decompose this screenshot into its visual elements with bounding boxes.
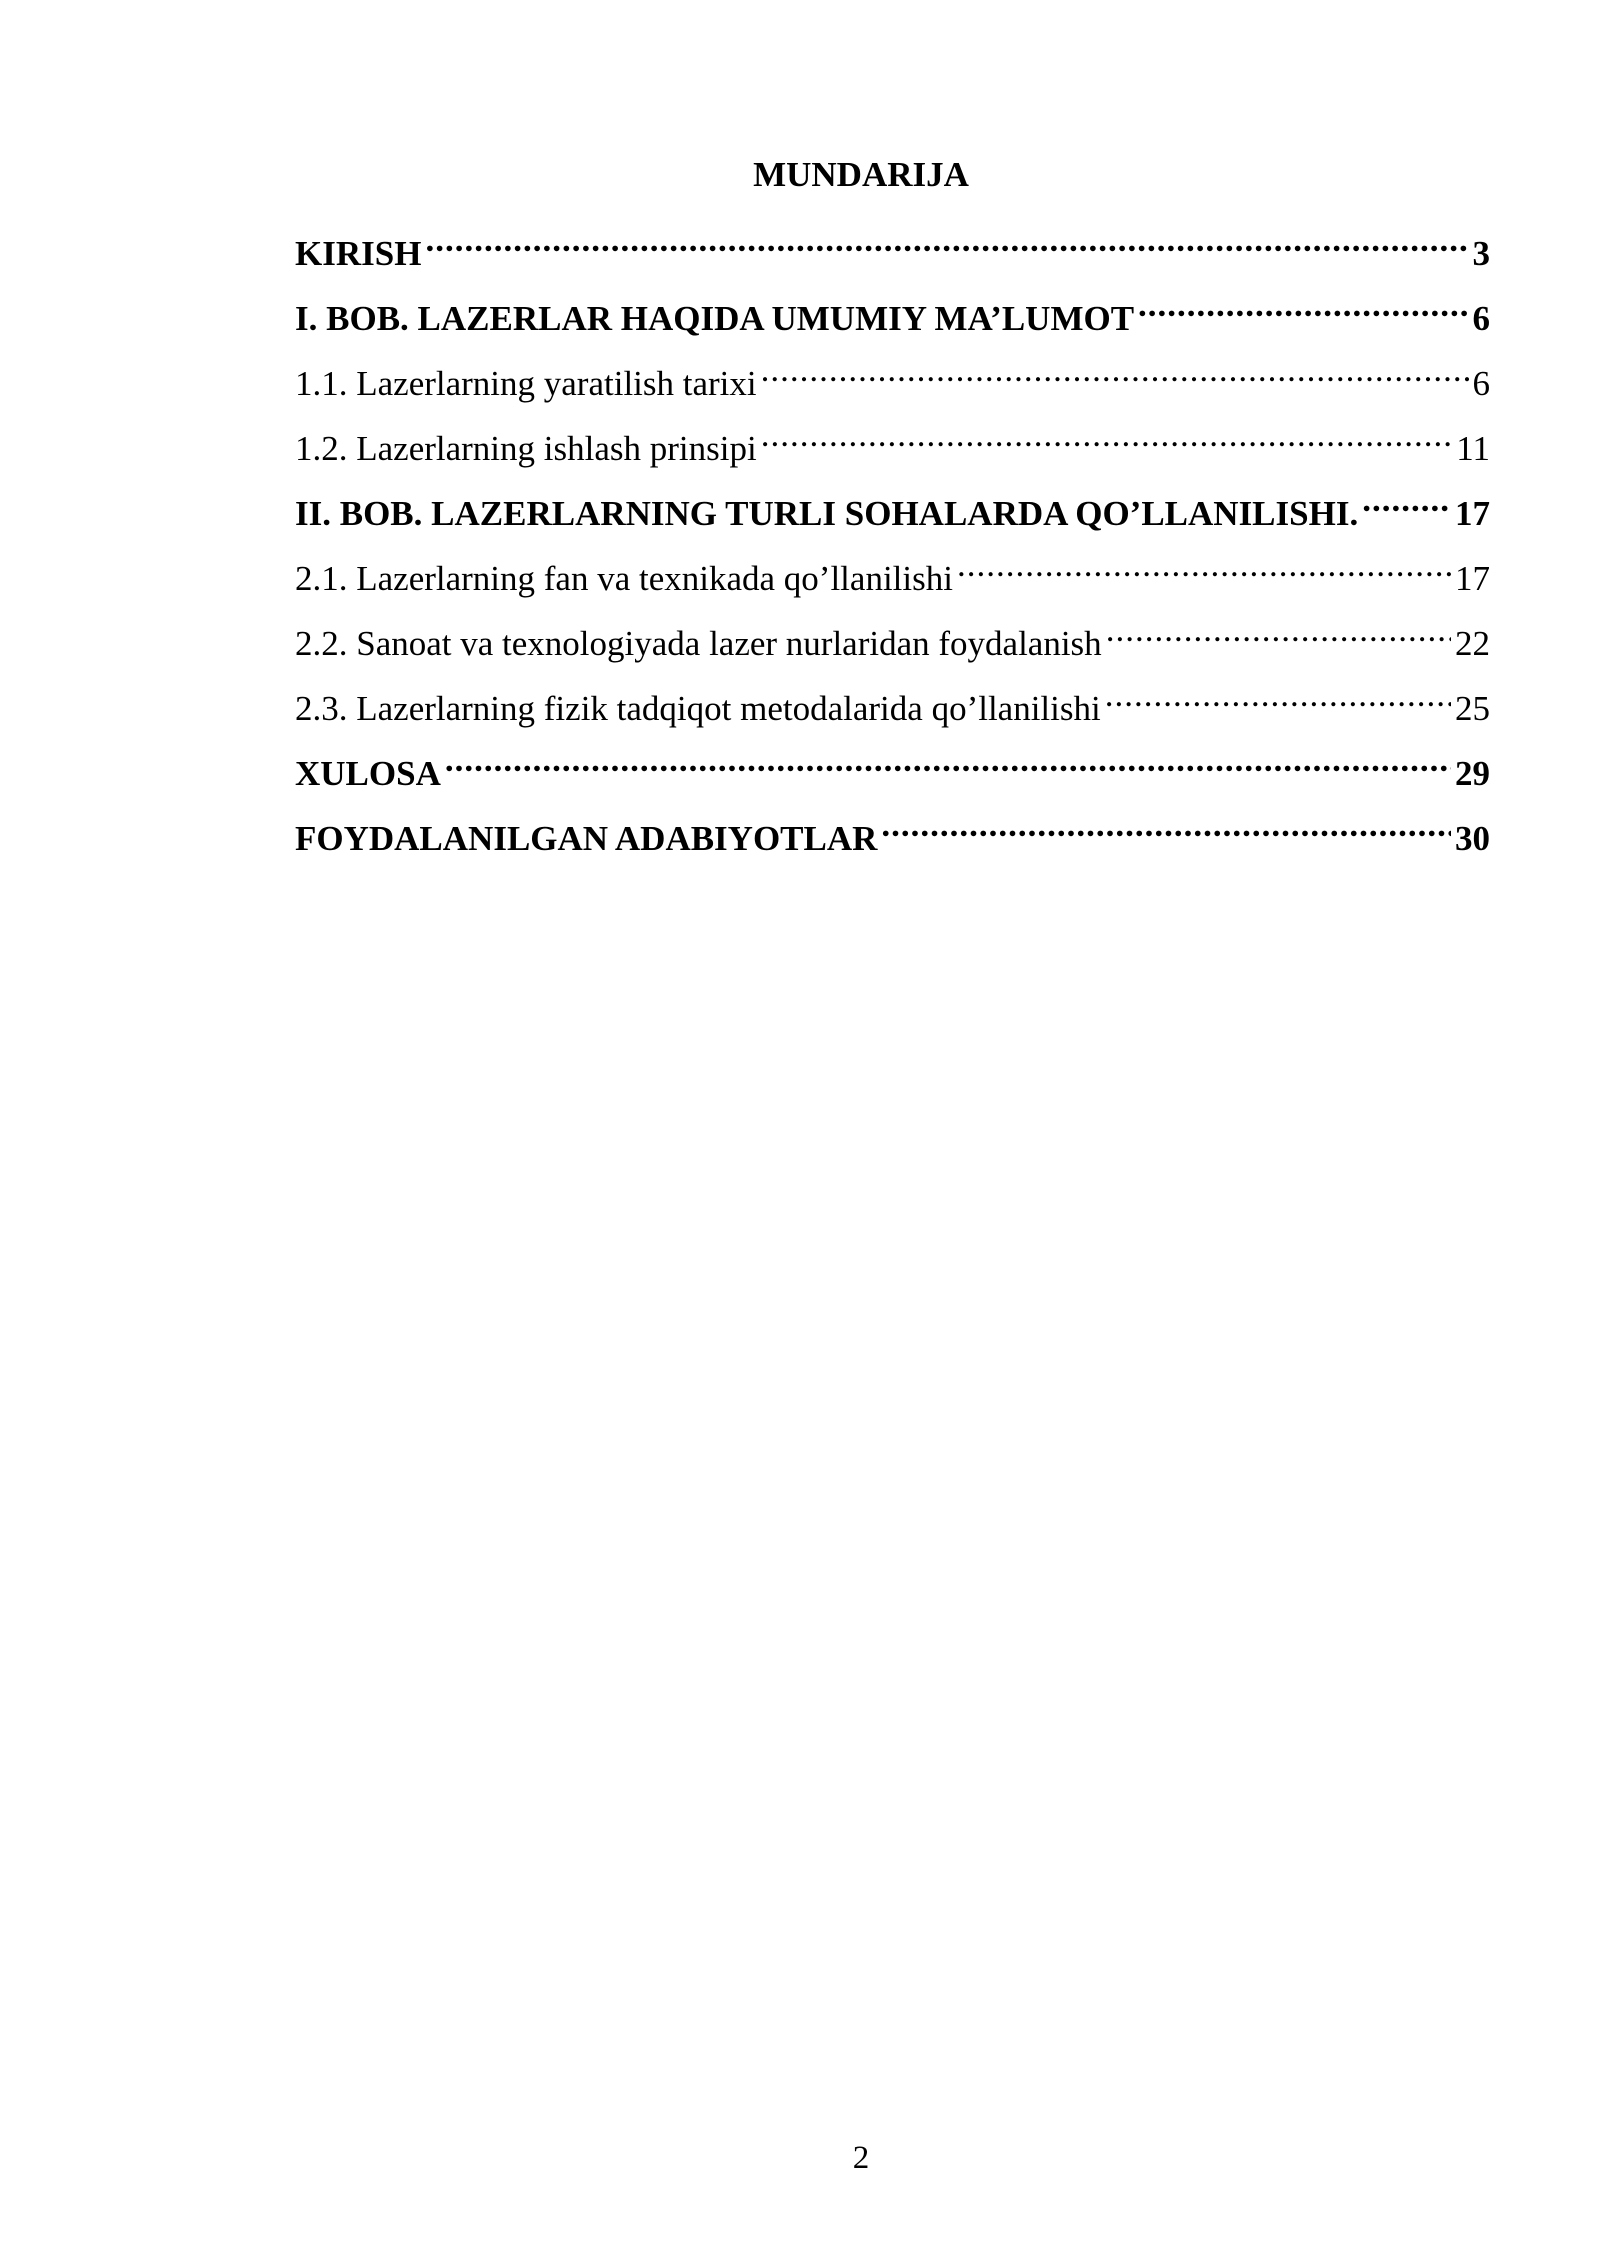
- toc-entry[interactable]: [295, 475, 1490, 540]
- toc-dot-leader: [1138, 280, 1468, 330]
- toc-entry-label: FOYDALANILGAN ADABIYOTLAR: [295, 819, 878, 858]
- toc-title: MUNDARIJA: [753, 155, 969, 194]
- toc-dot-leader: [761, 410, 1453, 460]
- table-of-contents: [295, 215, 1490, 865]
- toc-entry-label: 2.2. Sanoat va texnologiyada lazer nurlaridan foydalanish: [295, 624, 1102, 663]
- toc-dot-leader: [445, 735, 1451, 785]
- toc-entry-label: KIRISH: [295, 234, 422, 273]
- toc-dot-leader: [1106, 605, 1451, 655]
- toc-entry-label: 1.1. Lazerlarning yaratilish tarixi: [295, 364, 757, 403]
- toc-entry[interactable]: [295, 410, 1490, 475]
- toc-dot-leader: [425, 215, 1468, 265]
- toc-entry-page: 6: [1472, 364, 1490, 403]
- toc-entry[interactable]: [295, 735, 1490, 800]
- toc-entry-page: 3: [1472, 234, 1490, 273]
- page-number: 2: [852, 2140, 870, 2176]
- toc-entry[interactable]: [295, 540, 1490, 605]
- toc-entry[interactable]: [295, 800, 1490, 865]
- toc-dot-leader: [1105, 670, 1451, 720]
- toc-dot-leader: [957, 540, 1451, 590]
- toc-entry-page: 25: [1455, 689, 1490, 728]
- toc-entry[interactable]: [295, 670, 1490, 735]
- toc-dot-leader: [761, 345, 1469, 395]
- toc-entry-label: 1.2. Lazerlarning ishlash prinsipi: [295, 429, 757, 468]
- toc-entry[interactable]: [295, 280, 1490, 345]
- toc-entry-page: 30: [1455, 819, 1490, 858]
- toc-entry-page: 22: [1455, 624, 1490, 663]
- toc-entry[interactable]: [295, 215, 1490, 280]
- toc-dot-leader: [1362, 475, 1451, 525]
- toc-entry-page: 17: [1455, 494, 1490, 533]
- toc-entry-label: 2.3. Lazerlarning fizik tadqiqot metodalarida qo’llanilishi: [295, 689, 1101, 728]
- toc-entry-page: 29: [1455, 754, 1490, 793]
- toc-entry-label: XULOSA: [295, 754, 441, 793]
- toc-entry-label: II. BOB. LAZERLARNING TURLI SOHALARDA QO’LLANILISHI.: [295, 494, 1359, 533]
- toc-entry-label: 2.1. Lazerlarning fan va texnikada qo’llanilishi: [295, 559, 953, 598]
- toc-entry-page: 6: [1472, 299, 1490, 338]
- toc-entry-page: 17: [1455, 559, 1490, 598]
- toc-entry-label: I. BOB. LAZERLAR HAQIDA UMUMIY MA’LUMOT: [295, 299, 1135, 338]
- toc-entry[interactable]: [295, 605, 1490, 670]
- toc-dot-leader: [881, 800, 1451, 850]
- toc-entry[interactable]: [295, 345, 1490, 410]
- toc-entry-page: 11: [1456, 429, 1490, 468]
